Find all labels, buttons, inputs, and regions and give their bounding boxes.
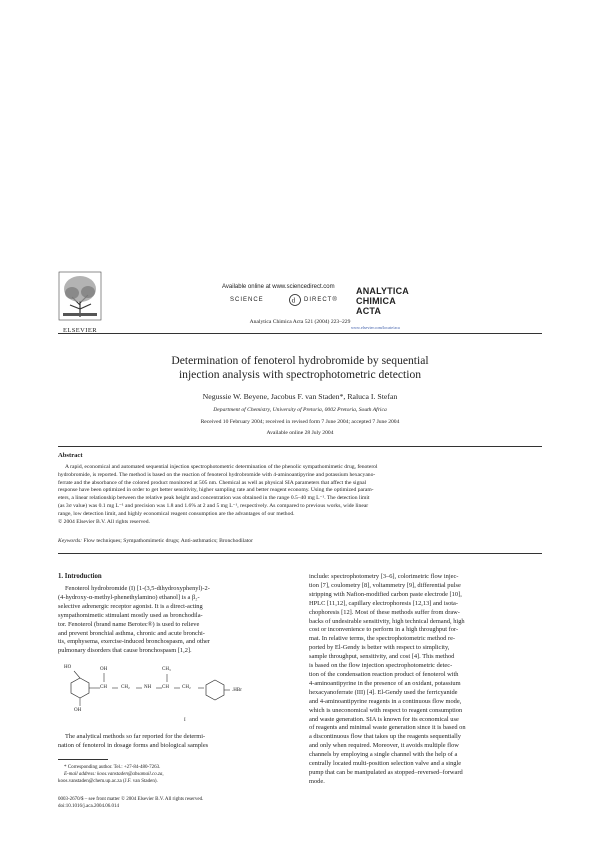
abstract-top-rule	[58, 446, 542, 447]
footnote-email[interactable]: E-mail address: koos.vanstaden@absamail.co.za,	[64, 772, 164, 777]
journal-word-2: CHIMICA	[356, 296, 396, 306]
sciencedirect-left: SCIENCE	[230, 297, 264, 303]
abstract-body	[58, 464, 542, 526]
label-oh-top: OH	[100, 667, 108, 672]
text-line: tion of the condensation reaction product of fenoterol with	[309, 670, 459, 678]
text-line: channels by employing a single channel with the help of a	[309, 751, 458, 759]
label-ch-2: CH	[162, 685, 169, 690]
journal-citation: Analytica Chimica Acta 521 (2004) 223–229	[249, 319, 351, 325]
text-line: tor. Fenoterol (brand name Berotec®) is used to relieve	[58, 620, 200, 628]
journal-logo	[356, 286, 416, 316]
label-ch2-2: CH₂	[182, 685, 191, 690]
text-line: centrally located multi-position selection valve and a single	[309, 760, 462, 768]
abstract-line: range, low detection limit, and highly economical reagent consumption are the advantages of our method.	[58, 510, 295, 517]
sciencedirect-at-icon	[288, 293, 302, 307]
text-line: tis, emphysema, exercise-induced bronchospasm, and other	[58, 638, 210, 646]
footnote-email-2[interactable]: koos.vanstaden@chem.up.ac.za (J.F. van Staden).	[58, 779, 158, 784]
keywords-list: Flow techniques; Sympathomimetic drugs; Anti-asthmatics; Bronchodilator	[83, 538, 253, 544]
text-line: 4-aminoantipyrine in the presence of an oxidant, potassium	[309, 679, 461, 687]
issn-line: 0003-2670/$ – see front matter © 2004 Elsevier B.V. All rights reserved.	[58, 797, 204, 802]
text-line: hexacyanoferrate (III) [4]. El-Gendy used the ferricyanide	[309, 688, 458, 696]
header-rule	[58, 333, 542, 334]
intro-right-column	[309, 573, 542, 787]
text-line: and 4-aminoantipyrine reagents in a continuous flow mode,	[309, 697, 462, 705]
copyright-line: © 2004 Elsevier B.V. All rights reserved.	[58, 518, 150, 525]
structure-drawing	[58, 662, 291, 724]
label-oh-bottom: OH	[74, 708, 82, 713]
text-line: sympathomimetic stimulant mostly used as bronchodila-	[58, 611, 203, 619]
text-line: nation of fenoterol in dosage forms and biological samples	[58, 741, 209, 749]
publisher-name: ELSEVIER	[63, 327, 97, 334]
abstract-line: response have been optimized in order to get better sensitivity, higher sampling rate and better reagent economy. Using the optimized param-	[58, 487, 374, 494]
footnote-rule	[58, 759, 108, 760]
label-hbr: .HBr	[232, 688, 242, 693]
keywords	[58, 538, 542, 546]
text-line: (4-hydroxy-α-methyl-phenethylamino) ethanol] is a β₂-	[58, 593, 200, 601]
journal-word-1: ANALYTICA	[356, 286, 409, 296]
intro-heading: 1. Introduction	[58, 573, 102, 580]
affiliation: Department of Chemistry, University of Pretoria, 0002 Pretoria, South Africa	[213, 407, 387, 413]
text-line: and waste generation. SIA is known for its economical use	[309, 715, 459, 723]
elsevier-tree-icon	[58, 271, 102, 321]
text-line: The analytical methods so far reported for the determi-	[65, 733, 206, 740]
footnote-corresponding: * Corresponding author. Tel.: +27-84-480-7263.	[64, 765, 161, 770]
intro-left-para-1	[58, 585, 291, 656]
text-line: HPLC [11,12], capillary electrophoresis [12,13] and isota-	[309, 599, 459, 607]
text-line: cost or inconvenience to perform in a high throughput for-	[309, 626, 459, 634]
text-line: Fenoterol hydrobromide (I) [1-(3,5-dihydroxyphenyl)-2-	[65, 585, 210, 592]
journal-word-3: ACTA	[356, 306, 382, 316]
doi-line[interactable]: doi:10.1016/j.aca.2004.06.014	[58, 804, 119, 809]
sciencedirect-right: DIRECT®	[304, 297, 338, 303]
text-line: chophoresis [12]. Most of these methods suffer from draw-	[309, 608, 460, 616]
label-compound-i: I	[184, 718, 186, 723]
elsevier-logo	[58, 271, 102, 334]
text-line: which is uneconomical with respect to reagent consumption	[309, 706, 463, 714]
svg-text:d: d	[291, 296, 297, 305]
footnotes	[58, 764, 291, 785]
label-ch3: CH₃	[162, 667, 171, 672]
available-online: Available online at www.sciencedirect.com	[222, 284, 335, 290]
fenoterol-structure	[58, 662, 291, 724]
online-date: Available online 28 July 2004	[266, 430, 334, 436]
abstract-line: (as 3σ value) was 0.1 mg L⁻¹ and precision was 1.8 and 1.6% at 2 and 5 mg L⁻¹, respectively. As compared to previous works, wide linear	[58, 502, 369, 509]
abstract-line: eters, a linear relationship between the relative peak height and concentration was obtained in the range 0.5–40 mg L⁻¹. The detection limit	[58, 495, 370, 502]
abstract-line: ferrate and the absorbance of the colored product monitored at 505 nm. Chemical as well as physical SIA parameters that affect the signal	[58, 479, 367, 486]
label-nh: NH	[144, 685, 152, 690]
text-line: stripping with Nafion-modified carbon paste electrode [10],	[309, 590, 462, 598]
intro-left-para-2	[58, 733, 291, 751]
label-ch: CH	[100, 685, 107, 690]
text-line: a discontinuous flow that takes up the reagents sequentially	[309, 733, 461, 741]
text-line: pulmonary disorders that cause bronchospasm [1,2].	[58, 647, 192, 655]
text-line: tion [7], coulometry [8], voltammetry [9], differential pulse	[309, 581, 461, 589]
article-title	[100, 354, 500, 382]
label-ho: HO	[64, 665, 72, 670]
title-line-1: Determination of fenoterol hydrobromide by sequential	[171, 354, 429, 367]
received-dates: Received 10 February 2004; received in revised form 7 June 2004; accepted 7 June 2004	[200, 419, 400, 425]
label-ch2: CH₂	[121, 685, 130, 690]
title-line-2: injection analysis with spectrophotometric detection	[178, 368, 422, 381]
text-line: selective adrenergic receptor agonist. It is a direct-acting	[58, 602, 203, 610]
journal-url[interactable]: www.elsevier.com/locate/aca	[351, 325, 400, 330]
abstract-line: A rapid, economical and automated sequential injection spectrophotometric determination of the phenolic sympathomimetic drug, fenoterol	[65, 464, 378, 470]
authors: Negussie W. Beyene, Jacobus F. van Staden*, Raluca I. Stefan	[202, 392, 398, 401]
text-line: include: spectrophotometry [3–6], colorimetric flow injec-	[309, 573, 459, 580]
text-line: backs of undesirable sensitivity, high technical demand, high	[309, 617, 465, 625]
abstract-bottom-rule	[58, 553, 542, 554]
text-line: of reagents and minimal waste generation since it is based on	[309, 724, 466, 732]
keywords-label: Keywords:	[58, 538, 83, 544]
text-line: mat. In relative terms, the spectrophotometric method re-	[309, 635, 456, 643]
text-line: sample throughput, sensitivity, and cost [4]. This method	[309, 653, 455, 661]
text-line: is based on the flow injection spectrophotometric detec-	[309, 662, 453, 670]
abstract-line: hydrobromide, is reported. The method is based on the reaction of fenoterol hydrobromide with 4-aminoantipyrine and potassium hexacyano-	[58, 471, 376, 478]
text-line: ported by El-Gendy is better with respect to simplicity,	[309, 644, 450, 652]
text-line: pump that can be manipulated as stopped–reversed–forward	[309, 768, 463, 776]
text-line: and only when required. Moreover, it avoids multiple flow	[309, 742, 459, 750]
abstract-heading: Abstract	[58, 452, 83, 459]
text-line: and prevent bronchial asthma, chronic and acute bronchi-	[58, 629, 205, 637]
text-line: mode.	[309, 777, 325, 785]
